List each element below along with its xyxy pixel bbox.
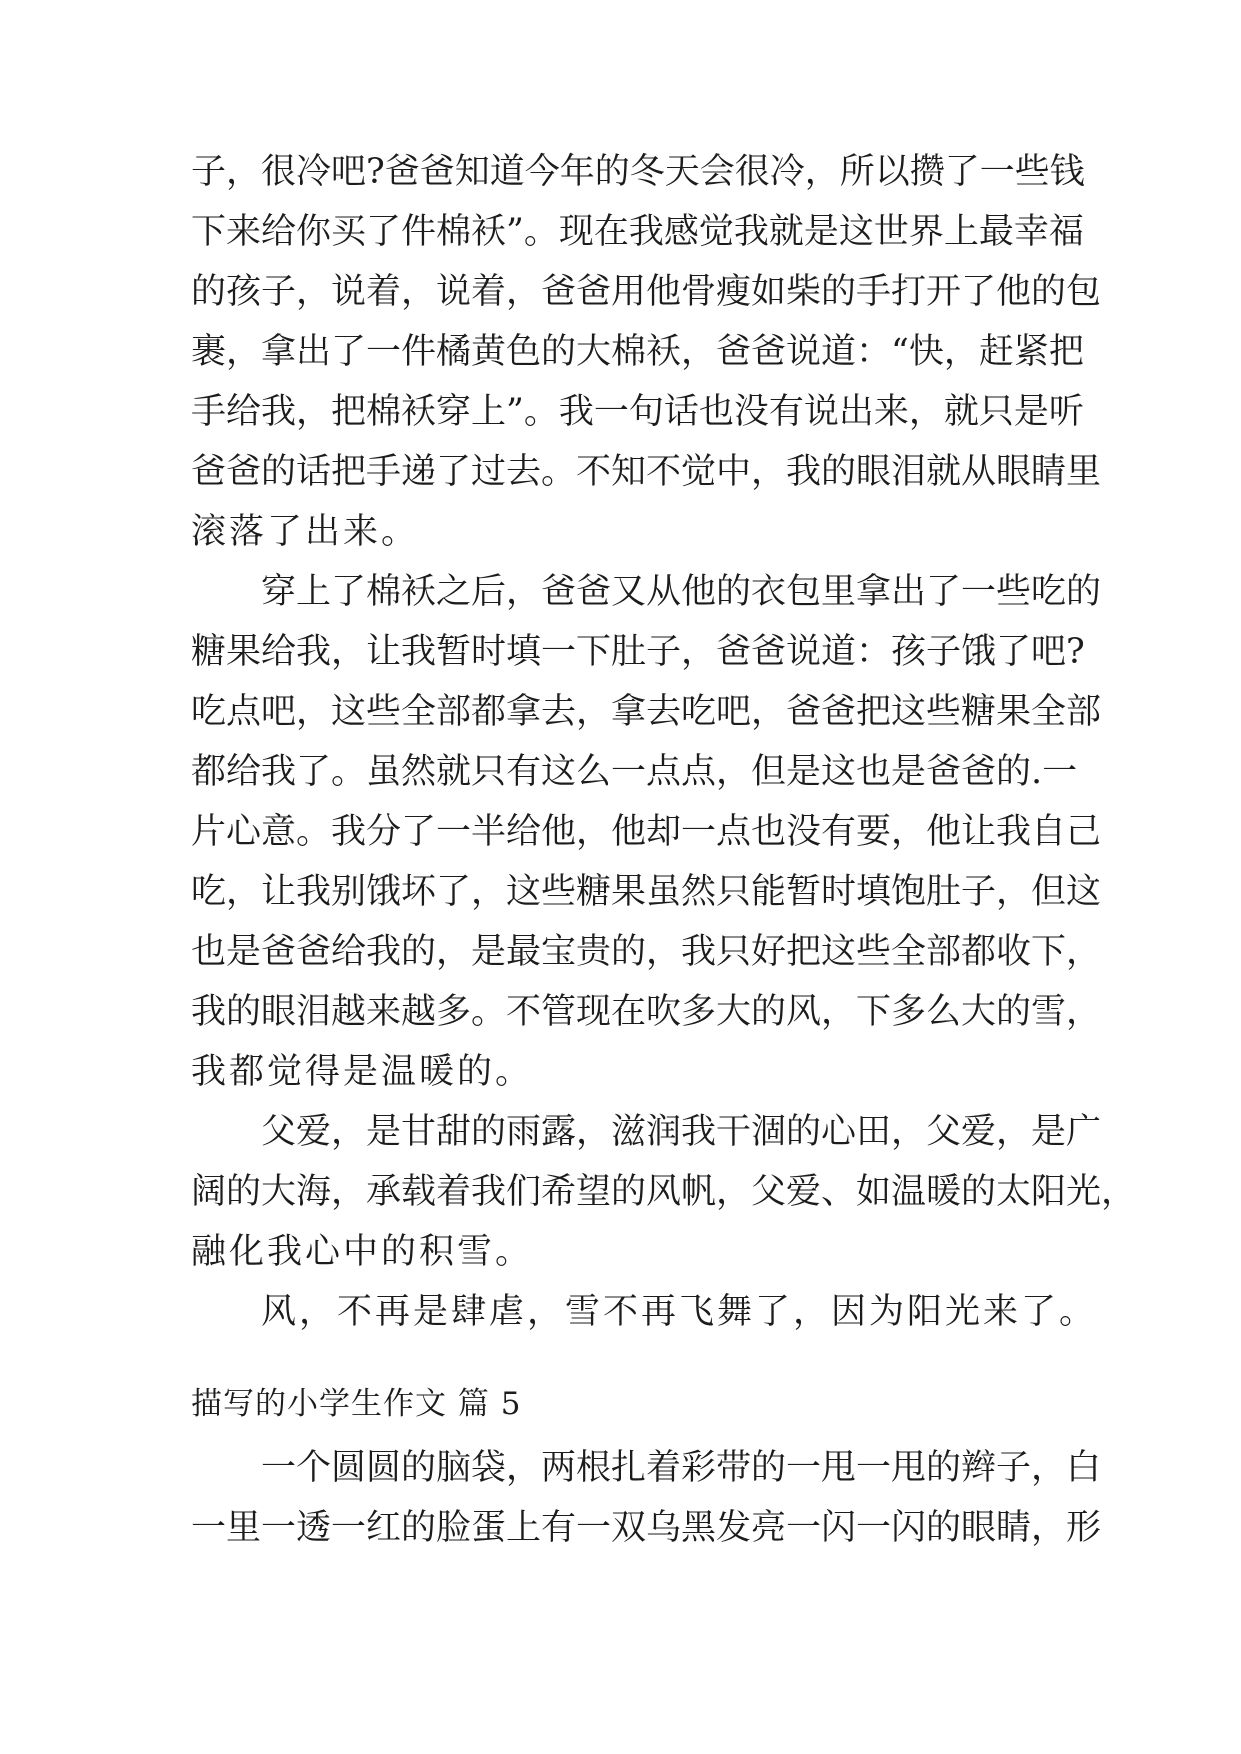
text-line: 一里一透一红的脸蛋上有一双乌黑发亮一闪一闪的眼睛，形 bbox=[191, 1508, 1102, 1548]
text-line: 阔的大海，承载着我们希望的风帆，父爱、如温暖的太阳光， bbox=[191, 1172, 1137, 1212]
text-line: 都给我了。虽然就只有这么一点点，但是这也是爸爸的.一 bbox=[191, 752, 1078, 792]
text-line: 融化我心中的积雪。 bbox=[191, 1232, 534, 1272]
text-line: 吃，让我别饿坏了，这些糖果虽然只能暂时填饱肚子，但这 bbox=[191, 872, 1102, 912]
text-line: 裹，拿出了一件橘黄色的大棉袄，爸爸说道：“快，赶紧把 bbox=[191, 332, 1084, 372]
section-heading: 描写的小学生作文 篇 5 bbox=[191, 1386, 522, 1422]
text-line: 父爱，是甘甜的雨露，滋润我干涸的心田，父爱，是广 bbox=[261, 1112, 1102, 1152]
text-line: 一个圆圆的脑袋，两根扎着彩带的一甩一甩的辫子，白 bbox=[261, 1448, 1102, 1488]
text-line: 吃点吧，这些全部都拿去，拿去吃吧，爸爸把这些糖果全部 bbox=[191, 692, 1102, 732]
text-line: 片心意。我分了一半给他，他却一点也没有要，他让我自己 bbox=[191, 812, 1102, 852]
text-line: 穿上了棉袄之后，爸爸又从他的衣包里拿出了一些吃的 bbox=[261, 572, 1102, 612]
text-line: 我的眼泪越来越多。不管现在吹多大的风，下多么大的雪， bbox=[191, 992, 1102, 1032]
text-line: 滚落了出来。 bbox=[191, 512, 420, 552]
text-line: 也是爸爸给我的，是最宝贵的，我只好把这些全部都收下， bbox=[191, 932, 1102, 972]
text-line: 风，不再是肆虐，雪不再飞舞了，因为阳光来了。 bbox=[261, 1292, 1098, 1332]
text-line: 的孩子，说着，说着，爸爸用他骨瘦如柴的手打开了他的包 bbox=[191, 272, 1102, 312]
text-line: 糖果给我，让我暂时填一下肚子，爸爸说道：孩子饿了吧? bbox=[191, 632, 1085, 672]
text-line: 子，很冷吧?爸爸知道今年的冬天会很冷，所以攒了一些钱 bbox=[191, 152, 1085, 192]
text-line: 我都觉得是温暖的。 bbox=[191, 1052, 534, 1092]
text-line: 手给我，把棉袄穿上”。我一句话也没有说出来，就只是听 bbox=[191, 392, 1084, 432]
text-line: 爸爸的话把手递了过去。不知不觉中，我的眼泪就从眼睛里 bbox=[191, 452, 1102, 492]
text-line: 下来给你买了件棉袄”。现在我感觉我就是这世界上最幸福 bbox=[191, 212, 1084, 252]
